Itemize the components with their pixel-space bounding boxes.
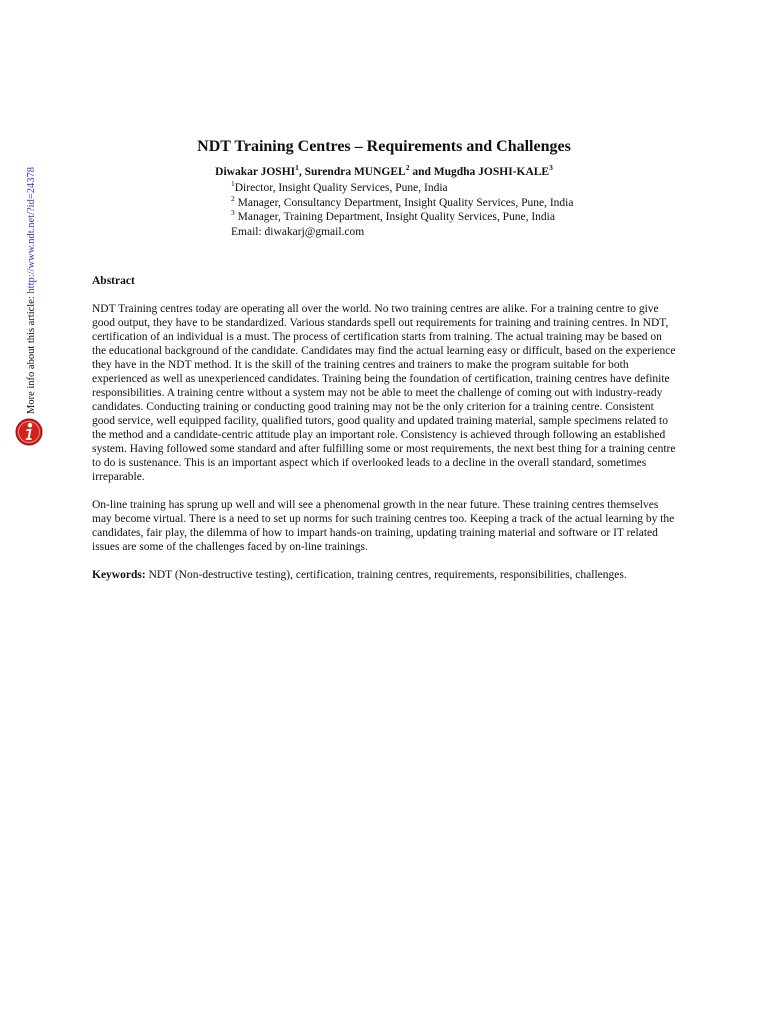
side-note — [24, 166, 40, 414]
info-icon[interactable] — [15, 418, 43, 446]
paper-title: NDT Training Centres – Requirements and Challenges — [197, 138, 571, 155]
abstract-section — [92, 274, 676, 596]
keywords — [92, 568, 676, 582]
affiliation-1: $^1$Director, Insight Quality Services, Pune, India — [231, 179, 448, 194]
affiliations — [231, 181, 573, 239]
keywords-label: Keywords: — [92, 569, 146, 581]
article-link[interactable]: http://www.ndt.net/?id=24378 — [26, 166, 37, 294]
side-note-text — [24, 167, 40, 414]
affiliation-3: $^3$ Manager, Training Department, Insight Quality Services, Pune, India — [231, 208, 555, 223]
keywords-text: NDT (Non-destructive testing), certification, training centres, requirements, responsibilities, challenges. — [145, 569, 627, 581]
side-note-prefix: More info about this article: — [26, 293, 37, 414]
abstract-heading: Abstract — [92, 275, 135, 287]
author-line — [0, 164, 768, 180]
author-2: Surendra MUNGEL$^2$ and — [304, 163, 434, 178]
email-line: Email: diwakarj@gmail.com — [231, 225, 365, 238]
author-1: Diwakar JOSHI$^1$, — [215, 163, 305, 178]
author-3: Mugdha JOSHI-KALE$^3$ — [433, 163, 553, 178]
affiliation-2: $^2$ Manager, Consultancy Department, Insight Quality Services, Pune, India — [231, 193, 574, 209]
abstract-paragraph-2: On-line training has sprung up well and will see a phenomenal growth in the near future. These training centres themselves may become virtual. There is a need to set up norms for such training centres too. Keeping a track of the actual learning by the candidates, fair play, the dilemma of how to impart hands-on training, updating training material and software or IT related issues are some of the challenges faced by on-line trainings. — [92, 499, 675, 553]
abstract-paragraph-1: NDT Training centres today are operating all over the world. No two training centres are alike. For a training centre to give good output, they have to be standardized. Various standards spell out requirements for training and training centres. In NDT, certification of an individual is a must. The process of certification starts from training. The actual training may be based on the educational background of the candidate. Candidates may find the actual learning easy or difficult, based on the experience they have in the NDT method. It is the skill of the training centres and trainers to make the program suitable for both experienced as well as unexperienced candidates. Training being the foundation of certification, training centres have definite responsibilities. A training centre without a system may not be able to meet the challenge of coming out with industry-ready candidates. Conducting training or conducting good training may not be the only criterion for a training centre. Consistent good service, well equipped facility, qualified tutors, good quality and updated training material, sample specimens related to the method and a candidate-centric attitude play an important role. Consistency is achieved through following an established system. Having followed some standard and after fulfilling some or most requirements, the next best thing for a training centre to do is sustenance. This is an important aspect which if overlooked leads to a decline in the overall standard, sometimes irreparable. — [92, 303, 676, 483]
